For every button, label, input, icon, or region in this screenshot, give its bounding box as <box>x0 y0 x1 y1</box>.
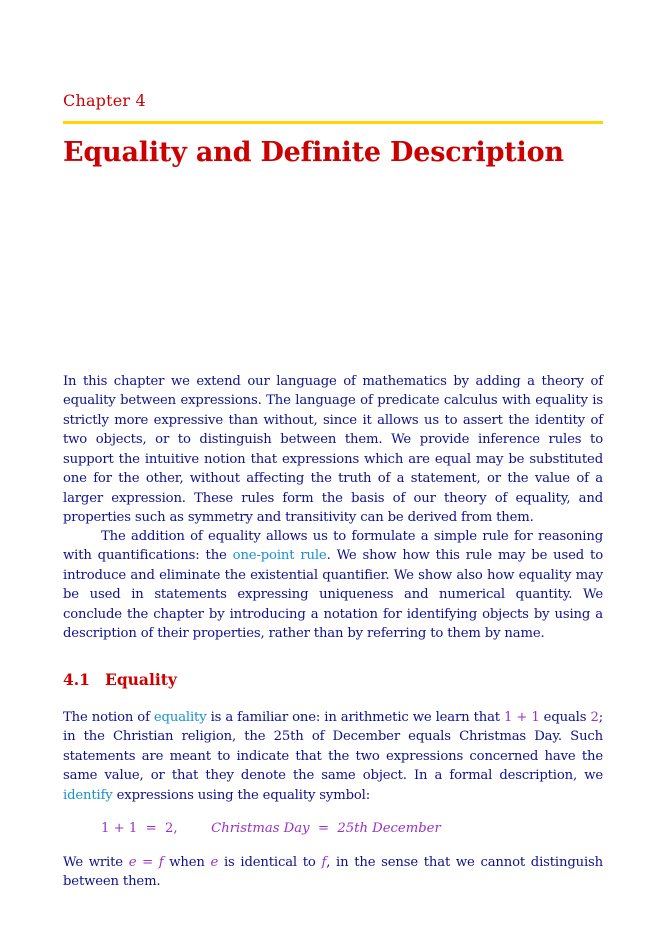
intro-p2-text-b: . We show how this rule may be used to introduce and eliminate the existential quantifier. We show also how equality may be used in statements expressing uniqueness and numerical quantity. We conclude the chapter by introducing a notation for identifying objects by using a description of their properties, rather than by referring to them by name. <box>63 548 603 642</box>
intro-paragraph-1: In this chapter we extend our language of mathematics by adding a theory of equality between expressions. The language of predicate calculus with equality is strictly more expressive than without, since it allows us to assert the identity of two objects, or to distinguish between them. We provide inference rules to support the intuitive notion that expressions which are equal may be substituted one for the other, without affecting the truth of a statement, or the value of a larger expression. These rules form the basis of our theory of equality, and properties such as symmetry and transitivity can be derived from them. <box>63 374 603 526</box>
equation-christmas: Christmas Day = 25th December <box>211 821 441 836</box>
section-heading <box>63 670 177 689</box>
eq-text-a: The notion of <box>63 710 154 725</box>
equation-arithmetic: 1 + 1 = 2, <box>101 821 178 836</box>
write-text-d: , in the sense that we cannot distinguish between them. <box>63 855 603 890</box>
chapter-divider <box>63 121 603 124</box>
we-write-paragraph <box>63 853 603 892</box>
eq-text-e: expressions using the equality symbol: <box>112 787 371 803</box>
math-two: 2 <box>590 710 599 725</box>
intro-paragraph-2 <box>63 527 603 644</box>
equality-paragraph <box>63 708 603 805</box>
math-e-equals-f: e = f <box>128 855 164 870</box>
write-text-a: We write <box>63 855 129 870</box>
chapter-label: Chapter 4 <box>63 91 146 110</box>
chapter-title: Equality and Definite Description <box>63 137 564 168</box>
math-one-plus-one: 1 + 1 <box>504 710 540 725</box>
equality-term: equality <box>153 710 207 725</box>
write-text-c: is identical to <box>218 855 322 870</box>
intro-p2-text-a: The addition of equality allows us to formulate a simple rule for reasoning with quantifications: the <box>63 529 603 564</box>
identify-term: identify <box>63 787 113 803</box>
math-f: f <box>321 855 327 870</box>
eq-text-b: is a familiar one: in arithmetic we learn that <box>206 710 505 725</box>
math-e: e <box>210 855 219 870</box>
eq-text-c: equals <box>539 710 591 725</box>
section-number: 4.1 <box>63 670 90 689</box>
section-title: Equality <box>105 670 177 689</box>
one-point-rule-term: one-point rule <box>232 548 327 564</box>
eq-text-d: ; in the Christian religion, the 25th of December equals Christmas Day. Such statements are meant to indicate that the two expressions concerned have the same value, or that they denote the same object. In a formal description, we <box>63 710 603 784</box>
write-text-b: when <box>163 855 211 870</box>
display-equation <box>101 819 441 838</box>
